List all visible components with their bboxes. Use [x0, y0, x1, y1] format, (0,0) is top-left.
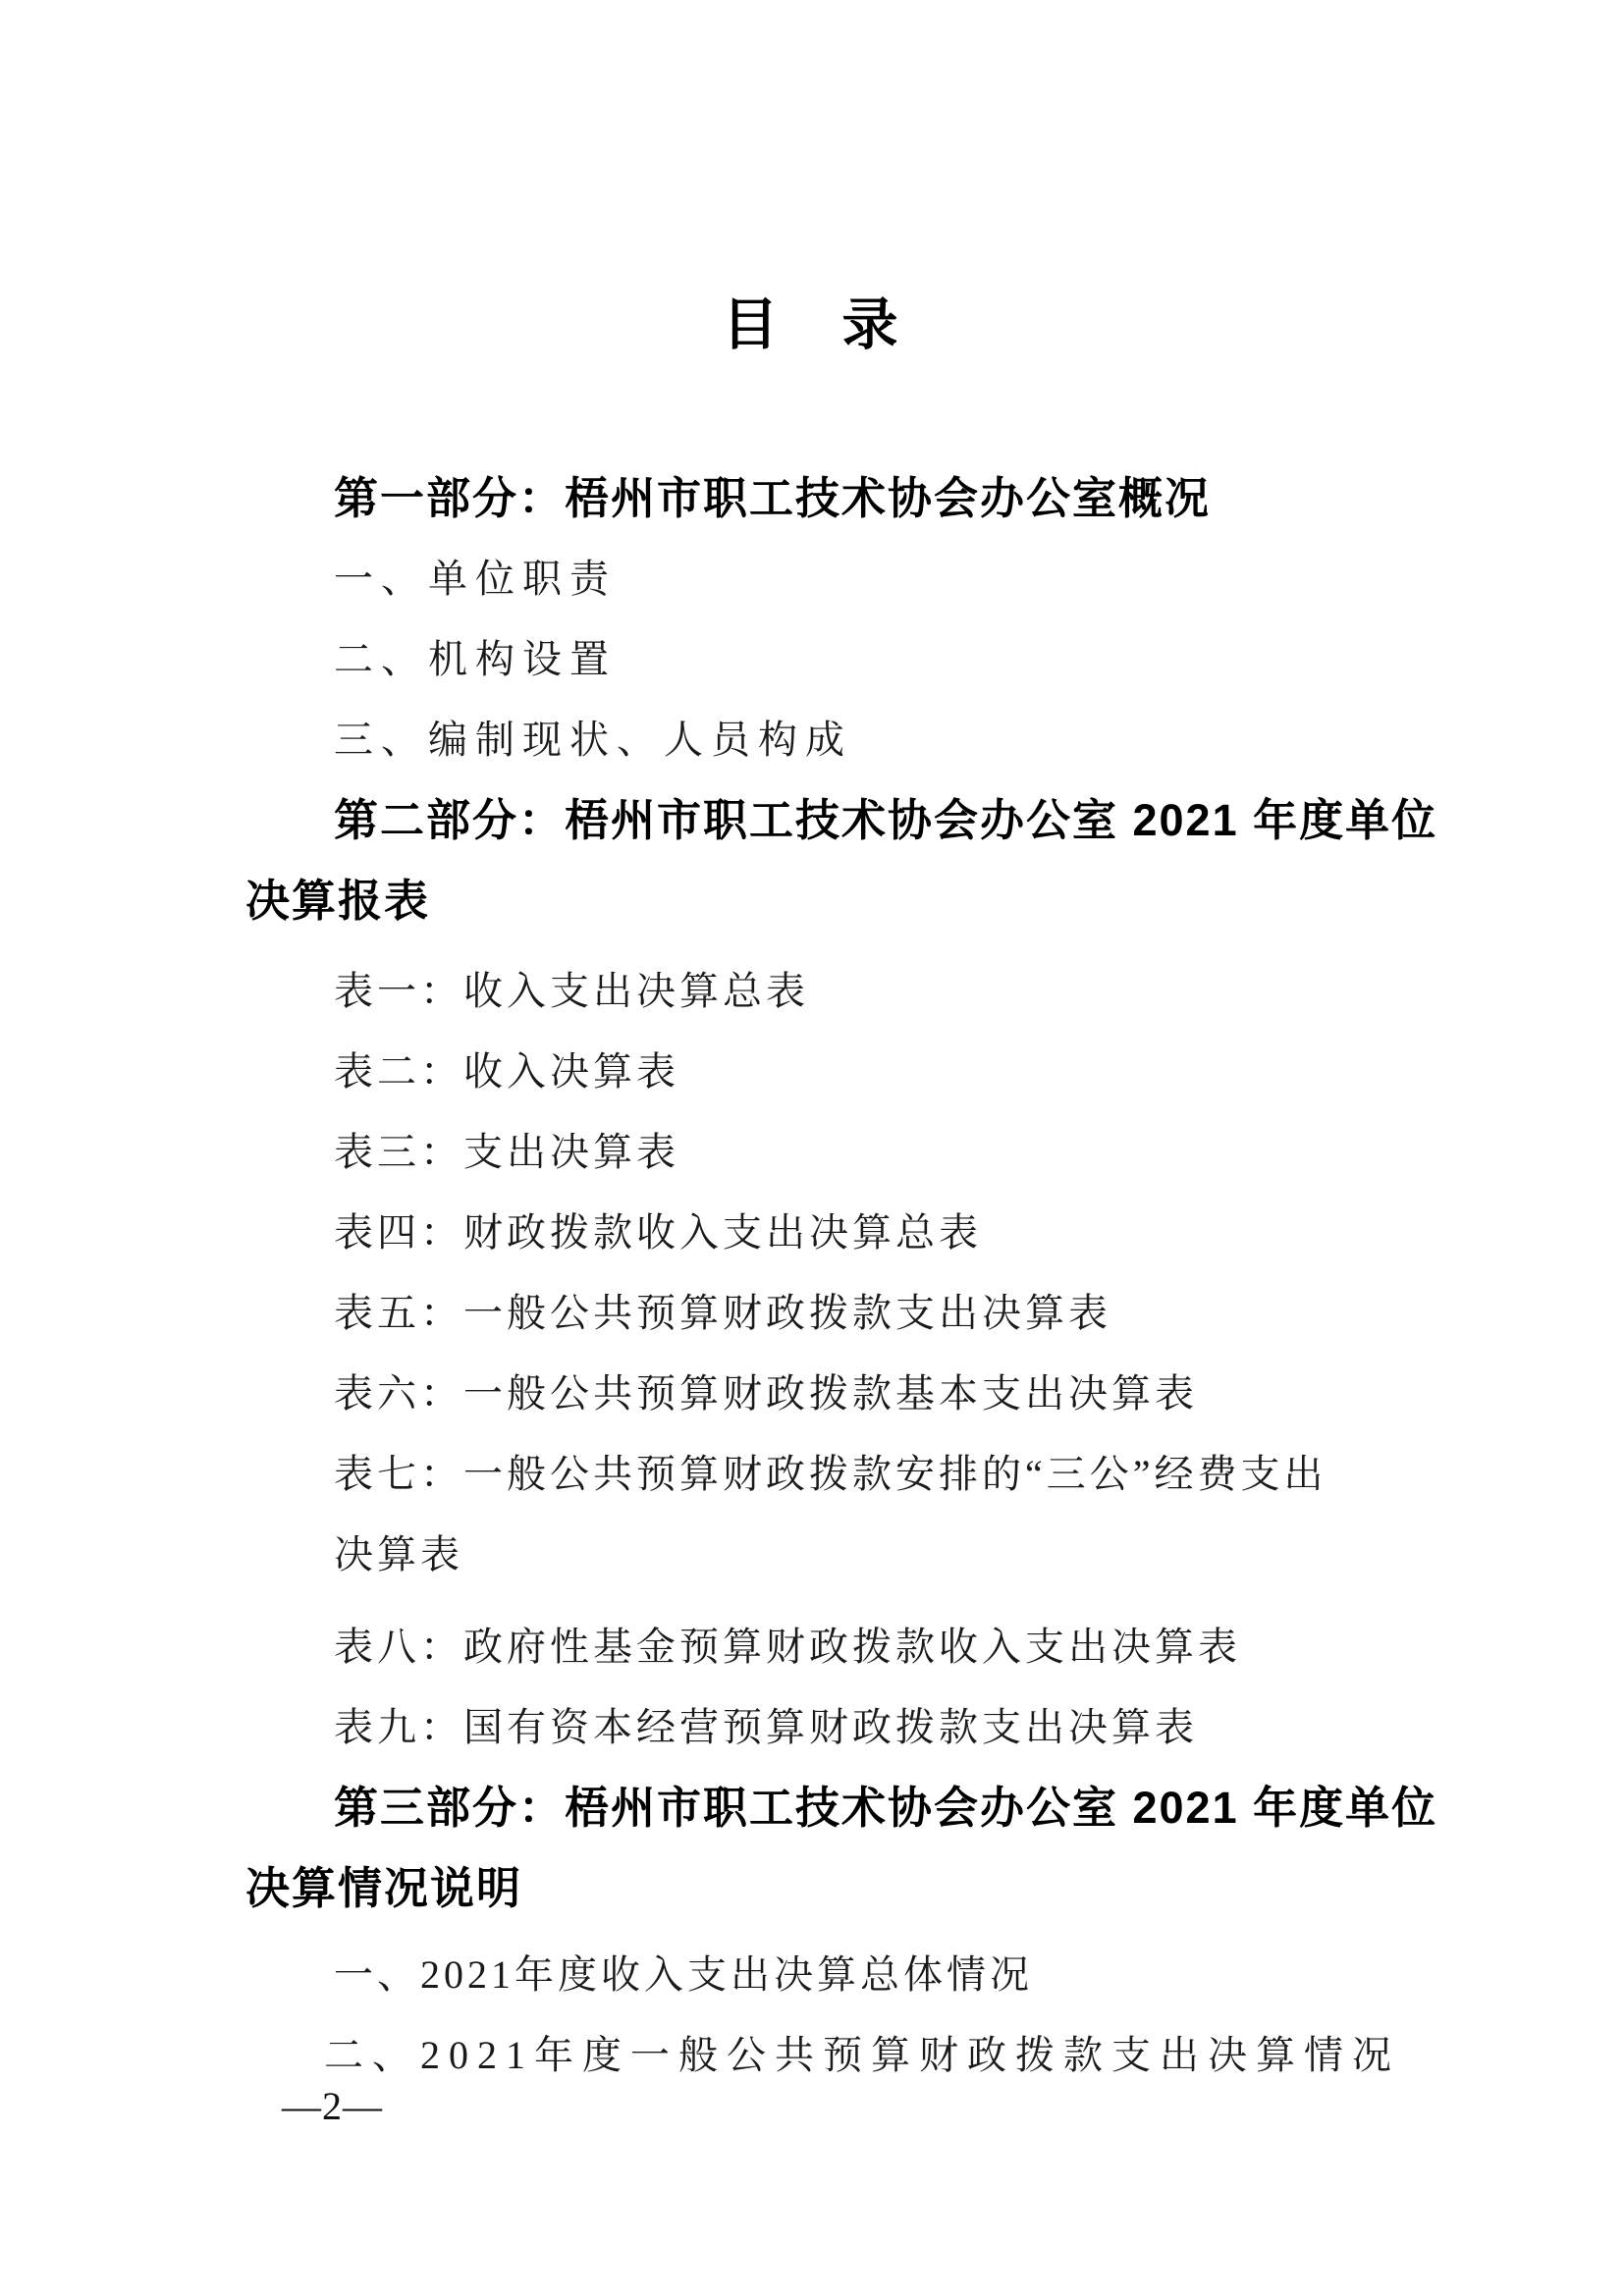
toc-item-table-6: 表六：一般公共预算财政拨款基本支出决算表 — [334, 1371, 1198, 1415]
toc-part-heading-2: 第二部分：梧州市职工技术协会办公室 2021 年度单位 — [334, 795, 1438, 845]
toc-part-heading-2-cont: 决算报表 — [245, 876, 431, 926]
toc-part-heading-3-cont: 决算情况说明 — [245, 1863, 523, 1913]
toc-item-overall: 一、2021年度收入支出决算总体情况 — [334, 1952, 1033, 1997]
toc-item-table-1: 表一：收入支出决算总表 — [334, 969, 809, 1013]
toc-part-heading-1: 第一部分：梧州市职工技术协会办公室概况 — [334, 473, 1212, 523]
toc-item-structure: 二、机构设置 — [334, 637, 617, 681]
toc-item-duties: 一、单位职责 — [334, 557, 617, 601]
toc-part-heading-3: 第三部分：梧州市职工技术协会办公室 2021 年度单位 — [334, 1783, 1438, 1833]
toc-item-table-4: 表四：财政拨款收入支出决算总表 — [334, 1210, 982, 1255]
page-number: —2— — [282, 2084, 383, 2128]
toc-item-table-3: 表三：支出决算表 — [334, 1130, 679, 1174]
toc-title: 目 录 — [722, 294, 902, 356]
toc-item-general-budget: 二、2021年度一般公共预算财政拨款支出决算情况 — [324, 2033, 1400, 2077]
toc-item-table-2: 表二：收入决算表 — [334, 1049, 679, 1094]
toc-item-table-7: 表七：一般公共预算财政拨款安排的“三公”经费支出 — [334, 1452, 1327, 1496]
toc-item-table-5: 表五：一般公共预算财政拨款支出决算表 — [334, 1291, 1111, 1335]
toc-item-table-8: 表八：政府性基金预算财政拨款收入支出决算表 — [334, 1625, 1241, 1669]
toc-item-table-9: 表九：国有资本经营预算财政拨款支出决算表 — [334, 1705, 1198, 1749]
toc-list — [0, 470, 1624, 2108]
toc-item-table-7-cont: 决算表 — [334, 1532, 463, 1576]
toc-item-staffing: 三、编制现状、人员构成 — [334, 718, 852, 762]
